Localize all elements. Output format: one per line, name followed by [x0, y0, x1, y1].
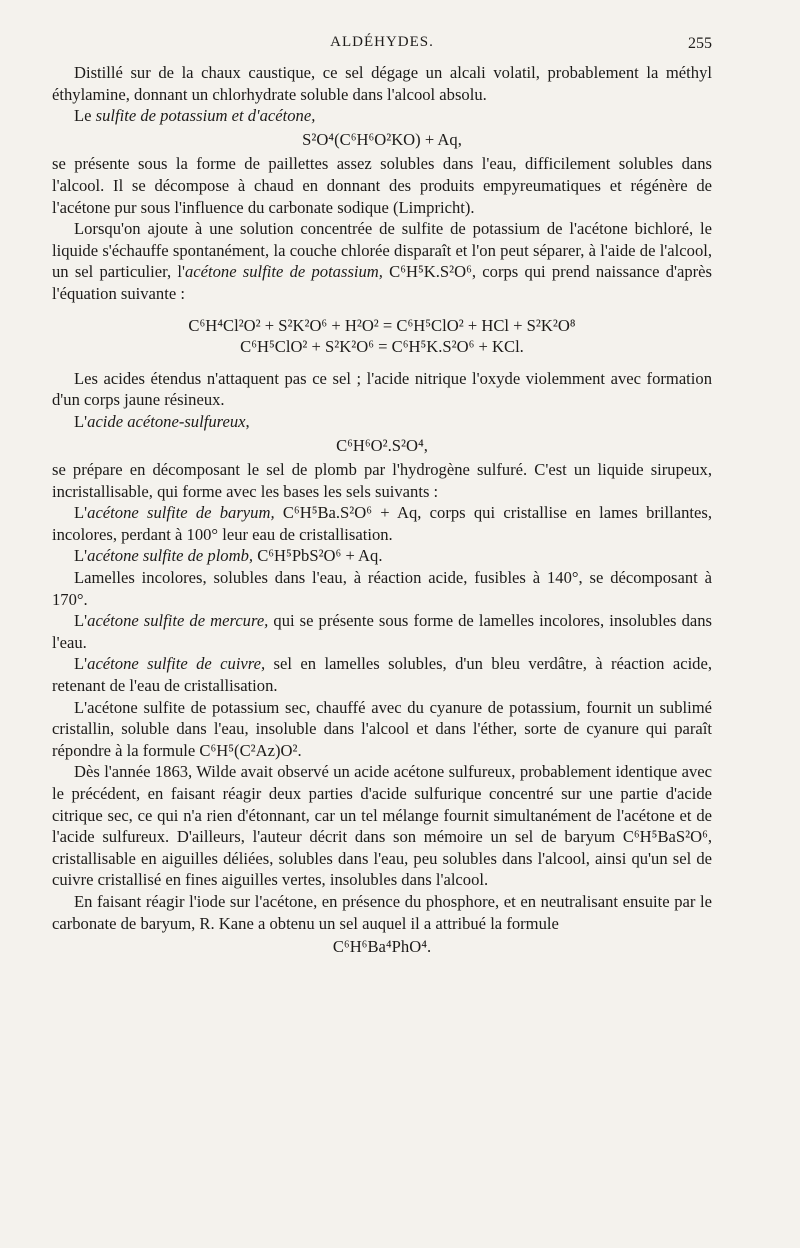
- paragraph-cuivre: [52, 653, 712, 696]
- tail-text: C⁶H⁵Ba.S²O⁶ + Aq, corps qui cristallise en lames brillantes, incolores, perdant à 100° leur eau de cristallisation.: [52, 503, 712, 544]
- formula-kane: C⁶H⁶Ba⁴PhO⁴.: [332, 937, 432, 957]
- compound-name: acétone sulfite de mercure,: [87, 611, 269, 631]
- formula-sulfite-potassium: S²O⁴(C⁶H⁶O²KO) + Aq,: [302, 129, 462, 149]
- paragraph-bichlore: [52, 218, 712, 304]
- paragraph-text: Lorsqu'on ajoute à une solution concentrée de sulfite de potassium de l'acétone bichloré, le liquide s'échauffe spontanément, la couche chlorée disparaît et l'on peut séparer, à l'aide de l'alcool, un sel particulier, l': [52, 219, 712, 282]
- compound-name: acétone sulfite de baryum,: [87, 503, 275, 523]
- paragraph-kane: En faisant réagir l'iode sur l'acétone, en présence du phosphore, et en neutralisant ensuite par le carbonate de baryum, R. Kane a obtenu un sel auquel il a attribué la formule: [52, 891, 712, 933]
- lead-text: L': [74, 611, 88, 631]
- page-header: [52, 34, 712, 60]
- equations-block: [52, 315, 712, 358]
- body-text: [52, 62, 712, 961]
- running-title: ALDÉHYDES.: [330, 34, 434, 50]
- paragraph-lamelles: Lamelles incolores, solubles dans l'eau, à réaction acide, fusibles à 140°, se décomposant à 170°.: [52, 568, 712, 609]
- equation-2: C⁶H⁵ClO² + S²K²O⁶ = C⁶H⁵K.S²O⁶ + KCl.: [240, 337, 524, 357]
- paragraph-text: C⁶H⁵K.S²O⁶, corps qui prend naissance d'après l'équation suivante :: [52, 262, 712, 303]
- paragraph-cyanure: L'acétone sulfite de potassium sec, chauffé avec du cyanure de potassium, fournit un sublimé cristallin, soluble dans l'eau, insoluble dans l'alcool et dans l'éther, sorte de cyanure qui paraît répondre à la formule C⁶H⁵(C²Az)O².: [52, 697, 712, 760]
- formula-acide: C⁶H⁶O².S²O⁴,: [336, 435, 428, 455]
- paragraph-plomb: [52, 545, 712, 567]
- paragraph-wilde: Dès l'année 1863, Wilde avait observé un acide acétone sulfureux, probablement identique avec le précédent, en faisant réagir deux parties d'acide sulfurique concentré sur une partie d'acide citrique sec, ce qui n'a rien d'étonnant, car un tel mélange fournit simultanément de l'acétone et de l'acide sulfureux. D'ailleurs, l'auteur décrit dans son mémoire un sel de baryum C⁶H⁵BaS²O⁶, cristallisable en aiguilles déliées, solubles dans l'eau, peu solubles dans l'alcool, ainsi qu'un sel de cuivre cristallisé en fines aiguilles vertes, insolubles dans l'alcool.: [52, 762, 712, 890]
- paragraph-preparation: se prépare en décomposant le sel de plomb par l'hydrogène sulfuré. C'est un liquide sirupeux, incristallisable, qui forme avec les bases les sels suivants :: [52, 460, 712, 501]
- lead-text: L': [74, 411, 88, 431]
- paragraph-acids: Les acides étendus n'attaquent pas ce sel ; l'acide nitrique l'oxyde violemment avec formation d'un corps jaune résineux.: [52, 368, 712, 410]
- paragraph-sulfite-properties: se présente sous la forme de paillettes assez solubles dans l'eau, difficilement solubles dans l'alcool. Il se décompose à chaud en donnant des produits empyreumatiques et régénère de l'acétone pur sous l'influence du carbonate sodique (Limpricht).: [52, 154, 712, 217]
- lead-text: Le: [74, 106, 96, 126]
- compound-name: sulfite de potassium et d'acétone,: [95, 106, 316, 126]
- compound-name: acétone sulfite de potassium,: [184, 262, 383, 282]
- paragraph-sulfite-intro: [52, 105, 712, 127]
- paragraph-baryum: [52, 502, 712, 545]
- tail-text: qui se présente sous forme de lamelles incolores, insolubles dans l'eau.: [52, 611, 712, 652]
- equation-1: C⁶H⁴Cl²O² + S²K²O⁶ + H²O² = C⁶H⁵ClO² + HCl + S²K²O⁸: [188, 315, 576, 335]
- compound-name: acétone sulfite de plomb,: [87, 546, 254, 566]
- compound-name: acide acétone-sulfureux: [87, 411, 246, 431]
- page-number: 255: [688, 35, 712, 52]
- tail-text: sel en lamelles solubles, d'un bleu verdâtre, à réaction acide, retenant de l'eau de cristallisation.: [52, 654, 712, 696]
- paragraph-mercure: [52, 610, 712, 653]
- tail-text: C⁶H⁵PbS²O⁶ + Aq.: [253, 546, 383, 566]
- lead-text: L': [74, 546, 88, 566]
- tail-text: ,: [245, 411, 250, 431]
- lead-text: L': [74, 503, 88, 523]
- compound-name: acétone sulfite de cuivre,: [87, 654, 266, 674]
- paragraph-acide-acetone-sulfureux: [52, 411, 712, 433]
- paragraph-distillation: Distillé sur de la chaux caustique, ce sel dégage un alcali volatil, probablement la méthyl éthylamine, donnant un chlorhydrate soluble dans l'alcool absolu.: [52, 63, 712, 104]
- lead-text: L': [74, 654, 88, 674]
